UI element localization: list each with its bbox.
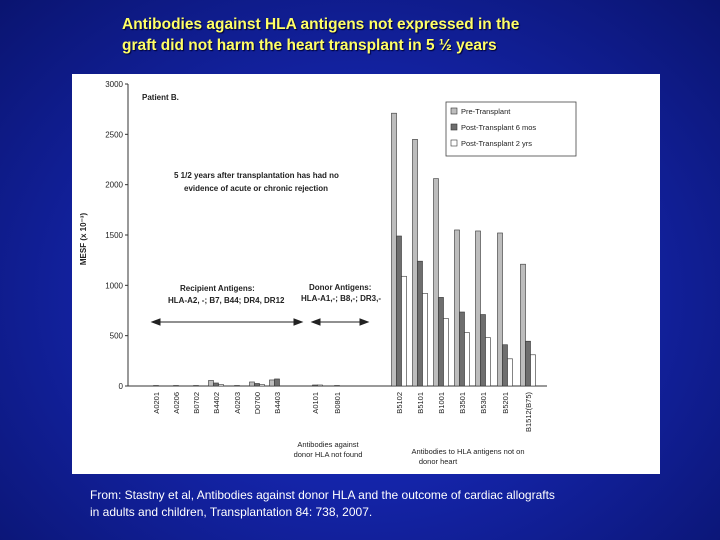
bar-b3501-s1 <box>460 312 465 386</box>
x-tick-label: B5102 <box>395 392 404 414</box>
bar-d0700-s1 <box>255 383 260 386</box>
bar-b5102-s2 <box>402 276 407 386</box>
bar-b5101-s0 <box>413 139 418 386</box>
recipient-antigens-title: Recipient Antigens: <box>180 284 255 293</box>
rejection-note-line-1: 5 1/2 years after transplantation has had no <box>174 171 339 180</box>
x-tick-label: B3501 <box>458 392 467 414</box>
bar-b4403-s0 <box>270 380 275 386</box>
bar-b0702-s1 <box>194 385 199 386</box>
x-tick-label: B1512(B75) <box>524 392 533 433</box>
bar-b1001-s1 <box>439 297 444 386</box>
donor-range-arrow <box>312 319 368 325</box>
x-tick-label: A0203 <box>233 392 242 414</box>
x-tick-label: A0201 <box>152 392 161 414</box>
bar-b4402-s2 <box>219 384 224 386</box>
x-tick-label: B4403 <box>273 392 282 414</box>
bar-b0801-s1 <box>335 385 340 386</box>
bar-b5301-s2 <box>486 338 491 386</box>
legend-swatch-post-6mos <box>451 124 457 130</box>
x-tick-label: B4402 <box>212 392 221 414</box>
x-tick-label: B5101 <box>416 392 425 414</box>
chart-legend <box>446 102 576 156</box>
recipient-antigens-list: HLA-A2, -; B7, B44; DR4, DR12 <box>168 296 285 305</box>
bar-b5102-s1 <box>397 236 402 386</box>
bar-b1512-b75--s1 <box>526 341 531 386</box>
bar-b5201-s2 <box>508 359 513 386</box>
x-tick-label: B1001 <box>437 392 446 414</box>
slide-title <box>122 14 642 56</box>
group-label-not-found-line-2: donor HLA not found <box>293 450 363 459</box>
slide-title-line-1: Antibodies against HLA antigens not expressed in the <box>122 16 520 33</box>
y-axis-label: MESF (x 10⁻³) <box>79 212 88 266</box>
slide-title-line-2: graft did not harm the heart transplant in 5 ½ years <box>122 37 497 54</box>
y-tick-label: 2500 <box>105 130 123 140</box>
bar-b1001-s2 <box>444 319 449 386</box>
bar-a0101-s2 <box>318 385 323 386</box>
bar-b1001-s0 <box>434 179 439 386</box>
recipient-range-arrow <box>152 319 302 325</box>
bar-b5102-s0 <box>392 113 397 386</box>
bar-d0700-s0 <box>250 382 255 386</box>
bar-b5101-s2 <box>423 293 428 386</box>
x-tick-label: B5201 <box>501 392 510 414</box>
x-tick-label: A0101 <box>311 392 320 414</box>
y-tick-label: 2000 <box>105 180 123 190</box>
donor-antigens-list: HLA-A1,-; B8,-; DR3,- <box>301 294 381 303</box>
y-tick-label: 0 <box>118 382 123 391</box>
y-axis-ticks <box>105 80 128 391</box>
bar-b4402-s1 <box>214 383 219 386</box>
legend-swatch-post-2yrs <box>451 140 457 146</box>
group-label-not-found-line-1: Antibodies against <box>297 440 359 449</box>
bar-b5101-s1 <box>418 261 423 386</box>
x-tick-label: B5301 <box>479 392 488 414</box>
bar-b4403-s1 <box>275 379 280 386</box>
bar-d0700-s2 <box>260 384 265 386</box>
bar-b3501-s2 <box>465 333 470 386</box>
legend-label-post-6mos: Post-Transplant 6 mos <box>461 123 537 132</box>
citation <box>90 487 690 521</box>
bar-a0206-s1 <box>174 385 179 386</box>
donor-antigens-title: Donor Antigens: <box>309 283 372 292</box>
bar-b1512-b75--s2 <box>531 355 536 386</box>
bar-b3501-s0 <box>455 230 460 386</box>
x-axis-tick-labels <box>152 392 533 433</box>
bar-a0101-s1 <box>313 385 318 386</box>
legend-swatch-pre-transplant <box>451 108 457 114</box>
x-tick-label: B0801 <box>333 392 342 414</box>
patient-label: Patient B. <box>142 93 179 102</box>
bar-a0201-s1 <box>154 385 159 386</box>
citation-line-1: From: Stastny et al, Antibodies against donor HLA and the outcome of cardiac allografts <box>90 488 555 502</box>
y-tick-label: 3000 <box>105 80 123 89</box>
group-label-not-on-heart-line-2: donor heart <box>418 457 458 466</box>
y-tick-label: 1000 <box>105 281 123 291</box>
x-tick-label: B0702 <box>192 392 201 414</box>
bar-b5301-s1 <box>481 315 486 386</box>
bar-b5201-s0 <box>498 233 503 386</box>
bar-b5301-s0 <box>476 231 481 386</box>
citation-line-2: in adults and children, Transplantation 84: 738, 2007. <box>90 505 373 519</box>
bar-b5201-s1 <box>503 345 508 386</box>
bar-a0203-s1 <box>235 385 240 386</box>
bar-b4402-s0 <box>209 380 214 386</box>
legend-label-pre-transplant: Pre-Transplant <box>461 107 511 116</box>
legend-label-post-2yrs: Post-Transplant 2 yrs <box>461 139 532 148</box>
x-tick-label: D0700 <box>253 392 262 415</box>
bar-b1512-b75--s0 <box>521 264 526 386</box>
y-tick-label: 500 <box>109 331 123 341</box>
bar-chart <box>72 74 660 474</box>
group-label-not-on-heart-line-1: Antibodies to HLA antigens not on <box>411 447 525 456</box>
x-tick-label: A0206 <box>172 392 181 414</box>
chart-panel <box>72 74 660 474</box>
rejection-note-line-2: evidence of acute or chronic rejection <box>184 184 329 193</box>
y-tick-label: 1500 <box>105 231 123 240</box>
